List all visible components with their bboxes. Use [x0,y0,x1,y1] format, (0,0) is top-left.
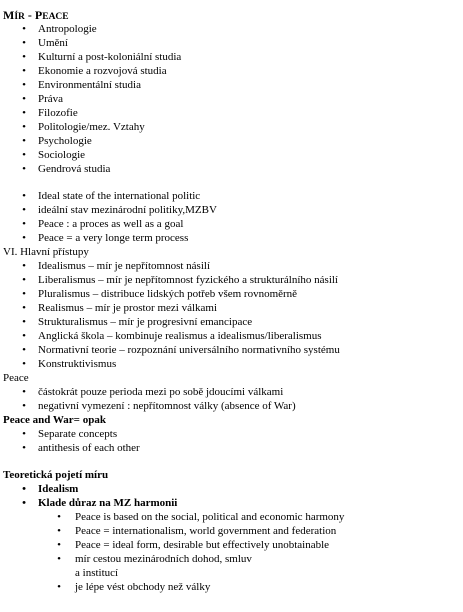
page-title: MÍR - PEACE [3,8,69,22]
peace-war-heading: Peace and War= opak [3,414,106,426]
bullet-icon: • [22,93,26,105]
list-item: • Peace : a proces as well as a goal [22,218,184,230]
bullet-icon: • [57,539,61,551]
bullet-icon: • [22,428,26,440]
bullet-icon: • [22,163,26,175]
list-item: • Antropologie [22,23,97,35]
bullet-icon: • [22,65,26,77]
list-item: • Environmentální studia [22,79,141,91]
list-item: • Kulturní a post-koloniální studia [22,51,182,63]
list-item: • Politologie/mez. Vztahy [22,121,145,133]
document [3,8,458,594]
list-item: • Umění [22,37,68,49]
bullet-icon: • [22,260,26,272]
bullet-icon: • [22,358,26,370]
bullet-icon: • [57,525,61,537]
spacer [3,176,458,189]
bullet-icon: • [22,386,26,398]
bullet-icon: • [22,121,26,133]
list-item: • antithesis of each other [22,442,140,454]
spacer [3,455,458,468]
bullet-icon: • [22,288,26,300]
bullet-icon: • [22,135,26,147]
list-item: • Psychologie [22,135,92,147]
disciplines-list [3,22,458,176]
list-item: • Anglická škola – kombinuje realismus a idealismus/liberalismus [22,330,322,342]
bullet-icon: • [22,79,26,91]
approaches-heading: VI. Hlavní přístupy [3,246,89,258]
list-item: • Pluralismus – distribuce lidských potřeb všem rovnoměrně [22,288,298,300]
bullet-icon: • [22,497,26,509]
bullet-icon: • [22,330,26,342]
bullet-icon: • [22,204,26,216]
approaches-list [3,259,458,371]
bullet-icon: • [22,483,26,495]
bullet-icon: • [22,302,26,314]
sublist-item: • mír cestou mezinárodních dohod, smluv [57,553,252,565]
bullet-icon: • [57,553,61,565]
sublist-item: • Peace = ideal form, desirable but effectively unobtainable [57,539,330,551]
list-item: • Liberalismus – mír je nepřítomnost fyzického a strukturálního násilí [22,274,338,286]
harmony-sublist [3,510,458,594]
bullet-icon: • [22,37,26,49]
list-item: • Realismus – mír je prostor mezi válkami [22,302,218,314]
list-item: • Filozofie [22,107,78,119]
list-item: • ideální stav mezinárodní politiky,MZBV [22,204,217,216]
bullet-icon: • [22,316,26,328]
bullet-icon: • [22,51,26,63]
bullet-icon: • [22,344,26,356]
list-item: • Idealismus – mír je nepřítomnost násilí [22,260,211,272]
sublist-item: • je lépe vést obchody než války [57,581,211,593]
bullet-icon: • [22,23,26,35]
bullet-icon: • [22,190,26,202]
list-item: • Ekonomie a rozvojová studia [22,65,167,77]
bullet-icon: • [22,232,26,244]
list-item: • Idealism [22,483,79,495]
opposite-list [3,427,458,455]
sublist-item: • Peace = internationalism, world government and federation [57,525,337,537]
list-item: • Konstruktivismus [22,358,117,370]
list-item: • Separate concepts [22,428,118,440]
list-item: • Strukturalismus – mír je progresivní emancipace [22,316,253,328]
theory-list [3,482,458,510]
list-item: • Gendrová studia [22,163,111,175]
sublist-item: • Peace is based on the social, political and economic harmony [57,511,345,523]
list-item: • negativní vymezení : nepřítomnost války (absence of War) [22,400,296,412]
sublist-item-continuation: a institucí [75,567,119,579]
bullet-icon: • [22,149,26,161]
bullet-icon: • [57,511,61,523]
bullet-icon: • [22,442,26,454]
list-item: • Klade důraz na MZ harmonii [22,497,178,509]
bullet-icon: • [22,274,26,286]
list-item: • Ideal state of the international politic [22,190,201,202]
list-item: • Peace = a very longe term process [22,232,189,244]
definitions-list [3,189,458,245]
bullet-icon: • [57,581,61,593]
bullet-icon: • [22,107,26,119]
list-item: • částokrát pouze perioda mezi po sobě jdoucími válkami [22,386,284,398]
list-item: • Práva [22,93,64,105]
peace-heading: Peace [3,372,29,384]
list-item: • Normativní teorie – rozpoznání universálního normativního systému [22,344,340,356]
bullet-icon: • [22,400,26,412]
bullet-icon: • [22,218,26,230]
list-item: • Sociologie [22,149,86,161]
peace-list [3,385,458,413]
theory-heading: Teoretická pojetí míru [3,469,109,481]
